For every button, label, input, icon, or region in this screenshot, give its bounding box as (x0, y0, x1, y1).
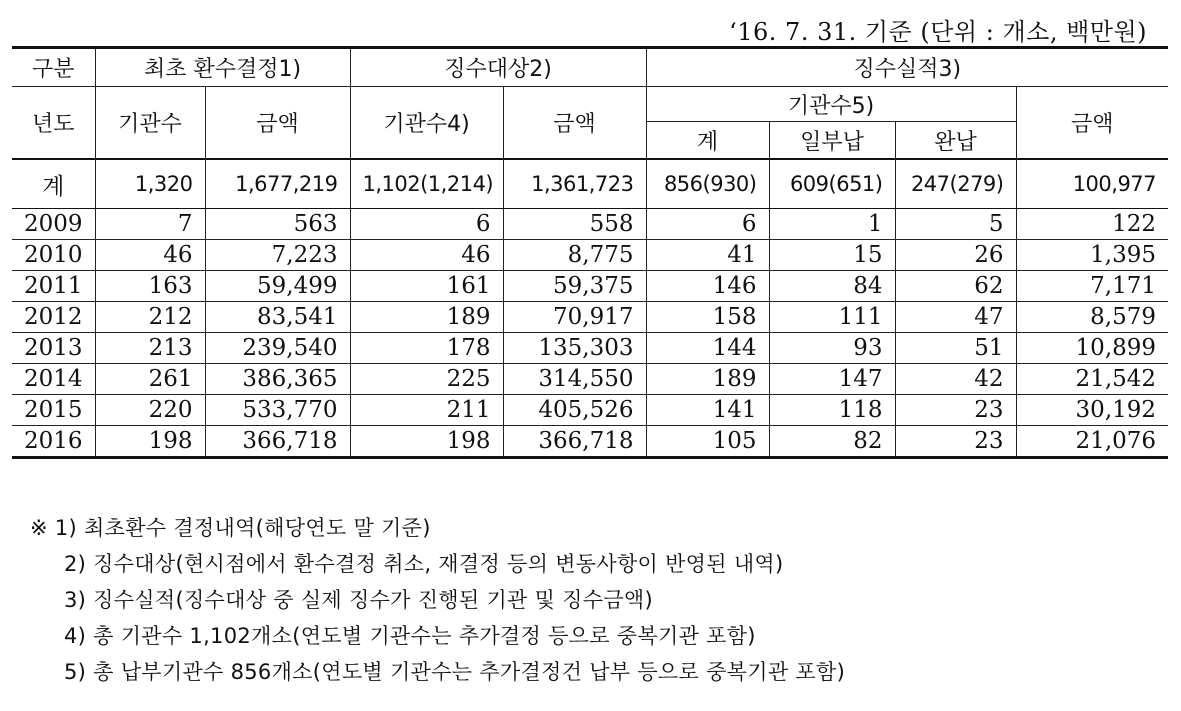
table-cell: 189 (646, 364, 769, 395)
table-cell: 178 (350, 333, 503, 364)
table-cell: 118 (769, 395, 895, 426)
header-result-partial: 일부납 (769, 122, 895, 160)
header-result-amount: 금액 (1016, 87, 1168, 160)
table-cell: 161 (350, 271, 503, 302)
table-cell: 163 (95, 271, 205, 302)
table-cell: 47 (895, 302, 1016, 333)
table-cell: 82 (769, 426, 895, 458)
table-cell: 7,223 (205, 240, 350, 271)
table-cell: 100,977 (1016, 159, 1168, 209)
table-row (12, 240, 1168, 271)
table-cell: 15 (769, 240, 895, 271)
table-cell: 93 (769, 333, 895, 364)
table-cell: 261 (95, 364, 205, 395)
table-cell: 609(651) (769, 159, 895, 209)
table-cell: 8,775 (503, 240, 646, 271)
footnote: 5) 총 납부기관수 856개소(연도별 기관수는 추가결정건 납부 등으로 중복기관 포함) (64, 660, 846, 684)
table-cell: 1,361,723 (503, 159, 646, 209)
table-cell: 70,917 (503, 302, 646, 333)
table-cell: 10,899 (1016, 333, 1168, 364)
table-cell: 1,677,219 (205, 159, 350, 209)
year-cell: 2012 (12, 302, 95, 333)
table-row (12, 364, 1168, 395)
table-cell: 7 (95, 209, 205, 240)
footnote: 3) 징수실적(징수대상 중 실제 징수가 진행된 기관 및 징수금액) (64, 588, 654, 612)
table-cell: 42 (895, 364, 1016, 395)
year-cell: 2016 (12, 426, 95, 458)
header-target-institutions: 기관수4) (350, 87, 503, 160)
table-row (12, 209, 1168, 240)
table-cell: 105 (646, 426, 769, 458)
table-cell: 563 (205, 209, 350, 240)
total-row (12, 159, 1168, 209)
table-cell: 366,718 (205, 426, 350, 458)
table-cell: 6 (350, 209, 503, 240)
table-cell: 533,770 (205, 395, 350, 426)
table-row (12, 271, 1168, 302)
table-cell: 239,540 (205, 333, 350, 364)
table-cell: 62 (895, 271, 1016, 302)
table-cell: 51 (895, 333, 1016, 364)
table-cell: 122 (1016, 209, 1168, 240)
table-cell: 23 (895, 426, 1016, 458)
table-cell: 314,550 (503, 364, 646, 395)
table-cell: 558 (503, 209, 646, 240)
year-cell: 2009 (12, 209, 95, 240)
footnote: ※ 1) 최초환수 결정내역(해당연도 말 기준) (30, 516, 431, 540)
table-cell: 1 (769, 209, 895, 240)
table-cell: 158 (646, 302, 769, 333)
header-target-amount: 금액 (503, 87, 646, 160)
table-cell: 59,499 (205, 271, 350, 302)
header-collection-target: 징수대상2) (350, 48, 646, 87)
header-result-institutions: 기관수5) (646, 87, 1016, 122)
year-cell: 2011 (12, 271, 95, 302)
year-cell: 2013 (12, 333, 95, 364)
table-cell: 1,102(1,214) (350, 159, 503, 209)
table-cell: 111 (769, 302, 895, 333)
table-cell: 1,320 (95, 159, 205, 209)
header-initial-decision: 최초 환수결정1) (95, 48, 350, 87)
table-row (12, 395, 1168, 426)
header-result-sum: 계 (646, 122, 769, 160)
table-cell: 8,579 (1016, 302, 1168, 333)
table-cell: 26 (895, 240, 1016, 271)
table-cell: 405,526 (503, 395, 646, 426)
table-cell: 84 (769, 271, 895, 302)
table-row (12, 333, 1168, 364)
table-row (12, 426, 1168, 458)
table-cell: 213 (95, 333, 205, 364)
table-cell: 144 (646, 333, 769, 364)
table-cell: 856(930) (646, 159, 769, 209)
table-cell: 198 (350, 426, 503, 458)
header-initial-institutions: 기관수 (95, 87, 205, 160)
table-cell: 225 (350, 364, 503, 395)
table-cell: 1,395 (1016, 240, 1168, 271)
table-cell: 59,375 (503, 271, 646, 302)
table-cell: 386,365 (205, 364, 350, 395)
collection-table (12, 46, 1168, 459)
table-cell: 41 (646, 240, 769, 271)
table-cell: 135,303 (503, 333, 646, 364)
table-cell: 23 (895, 395, 1016, 426)
header-result-full: 완납 (895, 122, 1016, 160)
footnote: 2) 징수대상(현시점에서 환수결정 취소, 재결정 등의 변동사항이 반영된 내역) (64, 552, 784, 576)
year-cell: 2010 (12, 240, 95, 271)
table-cell: 366,718 (503, 426, 646, 458)
table-cell: 6 (646, 209, 769, 240)
footnote: 4) 총 기관수 1,102개소(연도별 기관수는 추가결정 등으로 중복기관 포함) (64, 624, 756, 648)
table-cell: 46 (95, 240, 205, 271)
total-label: 계 (12, 159, 95, 209)
table-row (12, 302, 1168, 333)
table-cell: 83,541 (205, 302, 350, 333)
table-cell: 21,076 (1016, 426, 1168, 458)
table-cell: 146 (646, 271, 769, 302)
footnotes (30, 510, 845, 690)
unit-note: ‘16. 7. 31. 기준 (단위 : 개소, 백만원) (729, 18, 1147, 46)
year-cell: 2014 (12, 364, 95, 395)
table-cell: 220 (95, 395, 205, 426)
table-cell: 5 (895, 209, 1016, 240)
table-cell: 147 (769, 364, 895, 395)
header-collection-result: 징수실적3) (646, 48, 1168, 87)
table-cell: 30,192 (1016, 395, 1168, 426)
table-cell: 141 (646, 395, 769, 426)
table-cell: 46 (350, 240, 503, 271)
header-year: 년도 (12, 87, 95, 160)
header-initial-amount: 금액 (205, 87, 350, 160)
table-cell: 247(279) (895, 159, 1016, 209)
header-category: 구분 (12, 48, 95, 87)
table-cell: 212 (95, 302, 205, 333)
table-cell: 211 (350, 395, 503, 426)
table-cell: 21,542 (1016, 364, 1168, 395)
table-cell: 198 (95, 426, 205, 458)
table-cell: 7,171 (1016, 271, 1168, 302)
table-cell: 189 (350, 302, 503, 333)
year-cell: 2015 (12, 395, 95, 426)
